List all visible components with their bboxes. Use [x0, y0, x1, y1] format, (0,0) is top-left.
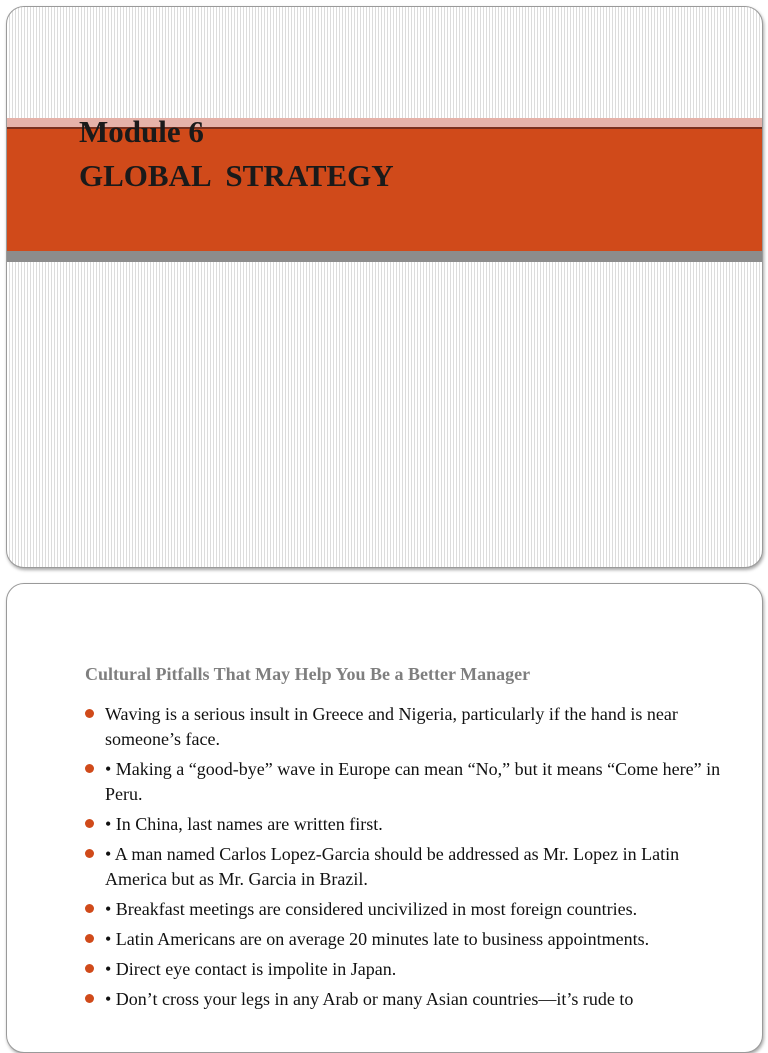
list-item	[85, 897, 735, 922]
list-item	[85, 987, 735, 1012]
list-item-text: • Breakfast meetings are considered uncivilized in most foreign countries.	[105, 899, 638, 919]
list-item	[85, 957, 735, 982]
bullet-dot-icon	[85, 849, 94, 858]
list-item-text: Waving is a serious insult in Greece and Nigeria, particularly if the hand is near someone’s face.	[105, 704, 678, 749]
title-slide	[6, 6, 763, 568]
title-line-module: Module 6	[79, 114, 204, 149]
bullet-dot-icon	[85, 764, 94, 773]
list-item	[85, 702, 735, 752]
bullet-dot-icon	[85, 709, 94, 718]
list-item	[85, 812, 735, 837]
slide-title	[79, 110, 394, 198]
list-item-text: • Latin Americans are on average 20 minutes late to business appointments.	[105, 929, 650, 949]
list-item-text: • A man named Carlos Lopez-Garcia should be addressed as Mr. Lopez in Latin America but as Mr. Garcia in Brazil.	[105, 844, 680, 889]
bullet-dot-icon	[85, 994, 94, 1003]
list-item	[85, 842, 735, 892]
bullet-dot-icon	[85, 934, 94, 943]
slide-subtitle: Cultural Pitfalls That May Help You Be a Better Manager	[85, 664, 531, 684]
gray-accent-band	[7, 251, 762, 262]
list-item-text: • Direct eye contact is impolite in Japan.	[105, 959, 397, 979]
bullet-dot-icon	[85, 964, 94, 973]
bullet-list	[85, 702, 735, 1017]
content-slide	[6, 583, 763, 1053]
list-item-text: • Don’t cross your legs in any Arab or many Asian countries—it’s rude to	[105, 989, 634, 1009]
list-item	[85, 757, 735, 807]
title-line-strategy: GLOBAL STRATEGY	[79, 158, 394, 193]
list-item-text: • In China, last names are written first.	[105, 814, 383, 834]
list-item	[85, 927, 735, 952]
bullet-dot-icon	[85, 904, 94, 913]
bullet-dot-icon	[85, 819, 94, 828]
list-item-text: • Making a “good-bye” wave in Europe can mean “No,” but it means “Come here” in Peru.	[105, 759, 721, 804]
